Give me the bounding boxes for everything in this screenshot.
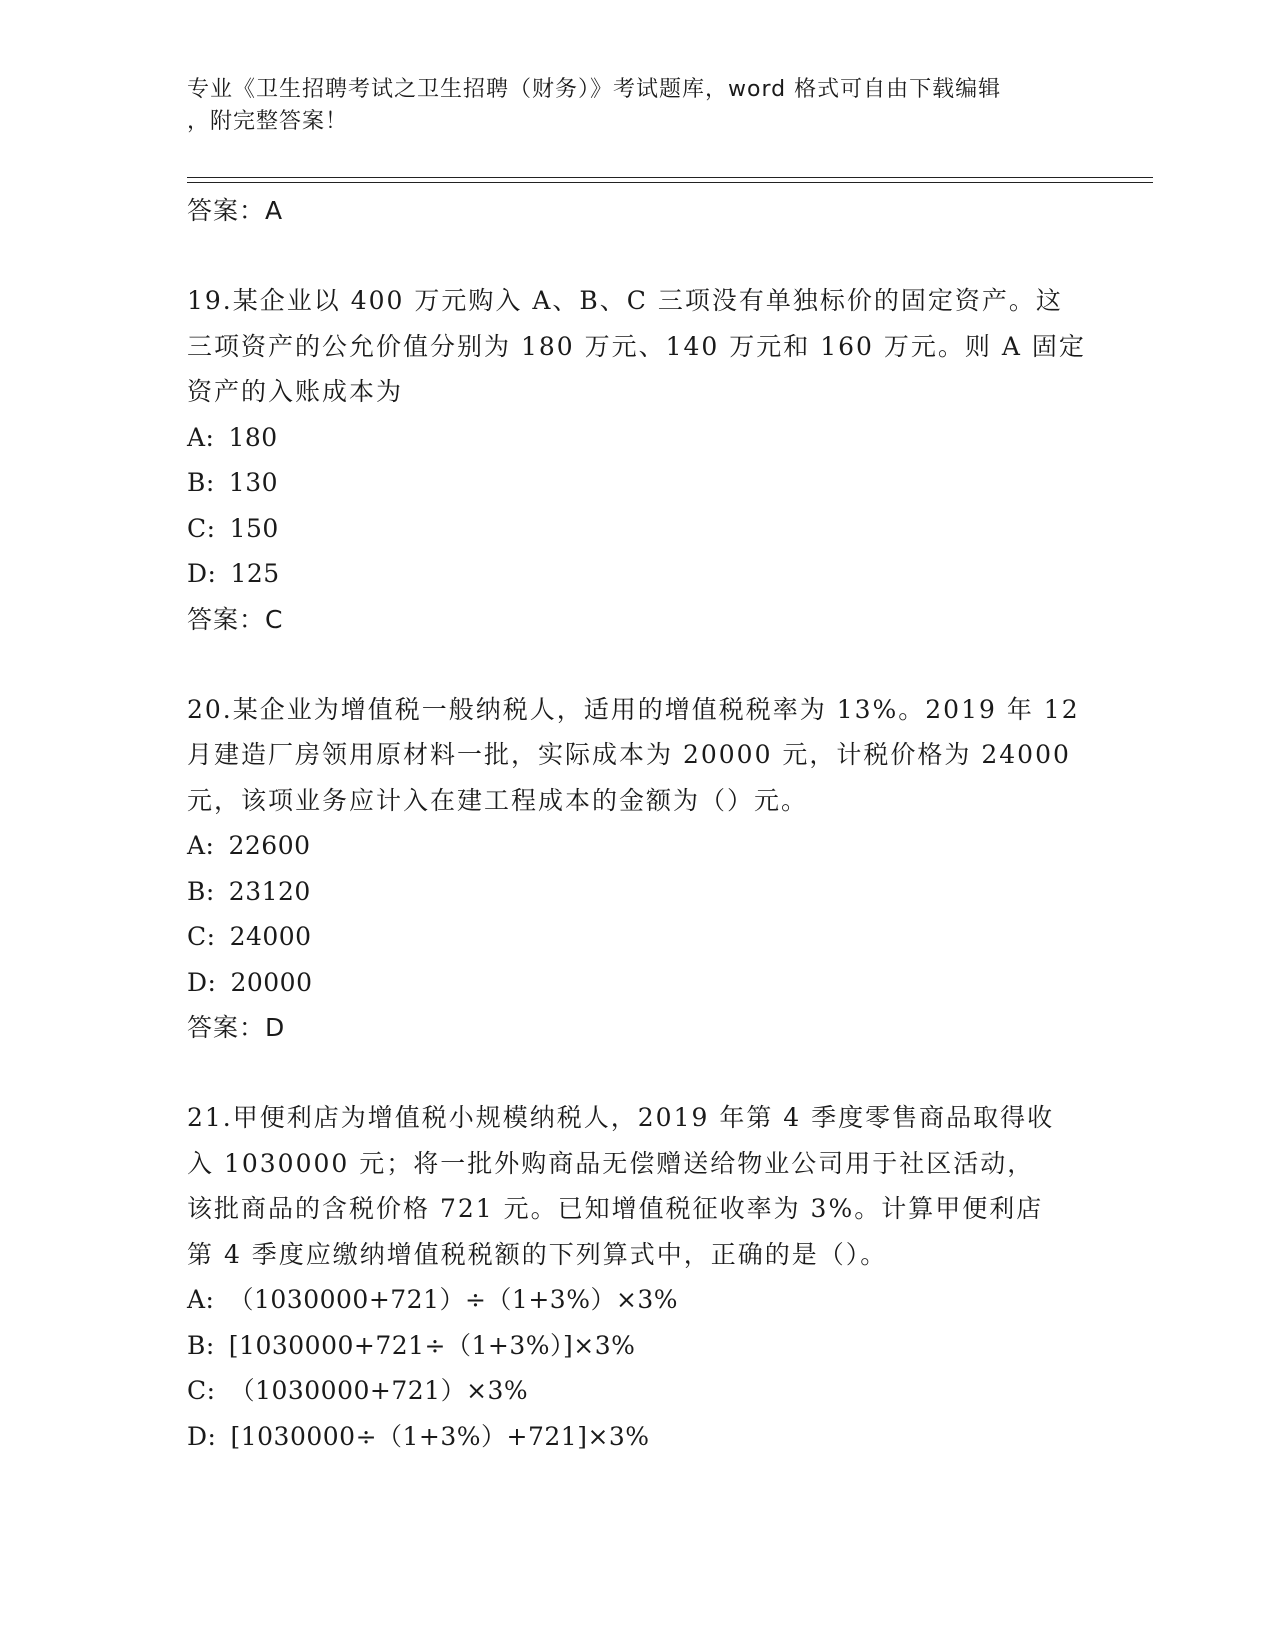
header-line-2: ，附完整答案！ <box>187 109 349 134</box>
stem-line: 21.甲便利店为增值税小规模纳税人，2019 年第 4 季度零售商品取得收 <box>187 1103 1055 1132</box>
option-text: 125 <box>230 559 280 588</box>
spacer <box>187 1051 1087 1095</box>
option-text: [1030000+721÷（1+3%）]×3% <box>228 1330 636 1360</box>
option-text: （1030000+721）×3% <box>229 1376 529 1405</box>
stem-line: 19.某企业以 400 万元购入 A、B、C 三项没有单独标价的固定资产。这 <box>187 286 1063 315</box>
option-text: 150 <box>229 513 279 543</box>
question-block <box>187 278 1087 687</box>
option-a <box>187 1277 1087 1323</box>
question-block <box>187 1095 1087 1459</box>
option-text: 22600 <box>228 831 311 860</box>
option-c <box>187 914 1087 960</box>
stem-line: 该批商品的含税价格 721 元。已知增值税征收率为 3%。计算甲便利店 <box>187 1194 1044 1223</box>
option-c <box>187 1368 1087 1414</box>
option-b <box>187 869 1087 915</box>
option-d <box>187 1414 1087 1460</box>
option-b <box>187 1323 1087 1369</box>
question-list <box>187 188 1087 1459</box>
option-letter: D: <box>187 1421 217 1451</box>
header-rule-top <box>187 177 1153 178</box>
option-letter: C: <box>187 513 216 543</box>
option-text: 20000 <box>230 967 313 997</box>
document-header <box>187 74 1067 138</box>
option-letter: D: <box>187 559 217 588</box>
spacer <box>187 234 1087 278</box>
stem-line: 第 4 季度应缴纳增值税税额的下列算式中，正确的是（）。 <box>187 1239 888 1269</box>
option-letter: B: <box>187 1330 215 1360</box>
answer-line: 答案：D <box>187 1013 286 1042</box>
option-letter: D: <box>187 967 217 997</box>
option-text: 24000 <box>229 922 312 951</box>
option-d <box>187 551 1087 597</box>
question-block <box>187 687 1087 1096</box>
stem-line: 资产的入账成本为 <box>187 377 404 406</box>
option-text: 180 <box>228 422 278 452</box>
option-d <box>187 960 1087 1006</box>
header-line-1: 专业《卫生招聘考试之卫生招聘（财务）》考试题库，word 格式可自由下载编辑 <box>187 77 1002 102</box>
question-stem <box>187 687 1087 824</box>
option-text: 23120 <box>228 876 311 906</box>
option-letter: C: <box>187 922 216 951</box>
option-c <box>187 506 1087 552</box>
option-text: [1030000÷（1+3%）+721]×3% <box>230 1421 650 1451</box>
option-letter: A: <box>187 831 215 860</box>
stem-line: 三项资产的公允价值分别为 180 万元、140 万元和 160 万元。则 A 固定 <box>187 331 1086 361</box>
option-letter: A: <box>187 1285 215 1314</box>
stem-line: 月建造厂房领用原材料一批，实际成本为 20000 元，计税价格为 24000 <box>187 740 1071 769</box>
spacer <box>187 643 1087 687</box>
stem-line: 入 1030000 元；将一批外购商品无偿赠送给物业公司用于社区活动， <box>187 1148 1035 1178</box>
option-letter: C: <box>187 1376 216 1405</box>
option-letter: B: <box>187 468 215 497</box>
answer-line: 答案：C <box>187 604 284 634</box>
option-text: 130 <box>228 468 279 497</box>
option-b <box>187 460 1087 506</box>
option-letter: A: <box>187 422 215 452</box>
option-a <box>187 823 1087 869</box>
option-text: （1030000+721）÷（1+3%）×3% <box>228 1285 679 1314</box>
option-a <box>187 415 1087 461</box>
question-stem <box>187 1095 1087 1277</box>
option-letter: B: <box>187 876 215 906</box>
stem-line: 元，该项业务应计入在建工程成本的金额为（）元。 <box>187 785 809 815</box>
question-stem <box>187 278 1087 415</box>
header-rule-bottom <box>187 182 1153 183</box>
stem-line: 20.某企业为增值税一般纳税人，适用的增值税税率为 13%。2019 年 12 <box>187 694 1080 724</box>
previous-answer: 答案：A <box>187 196 284 225</box>
